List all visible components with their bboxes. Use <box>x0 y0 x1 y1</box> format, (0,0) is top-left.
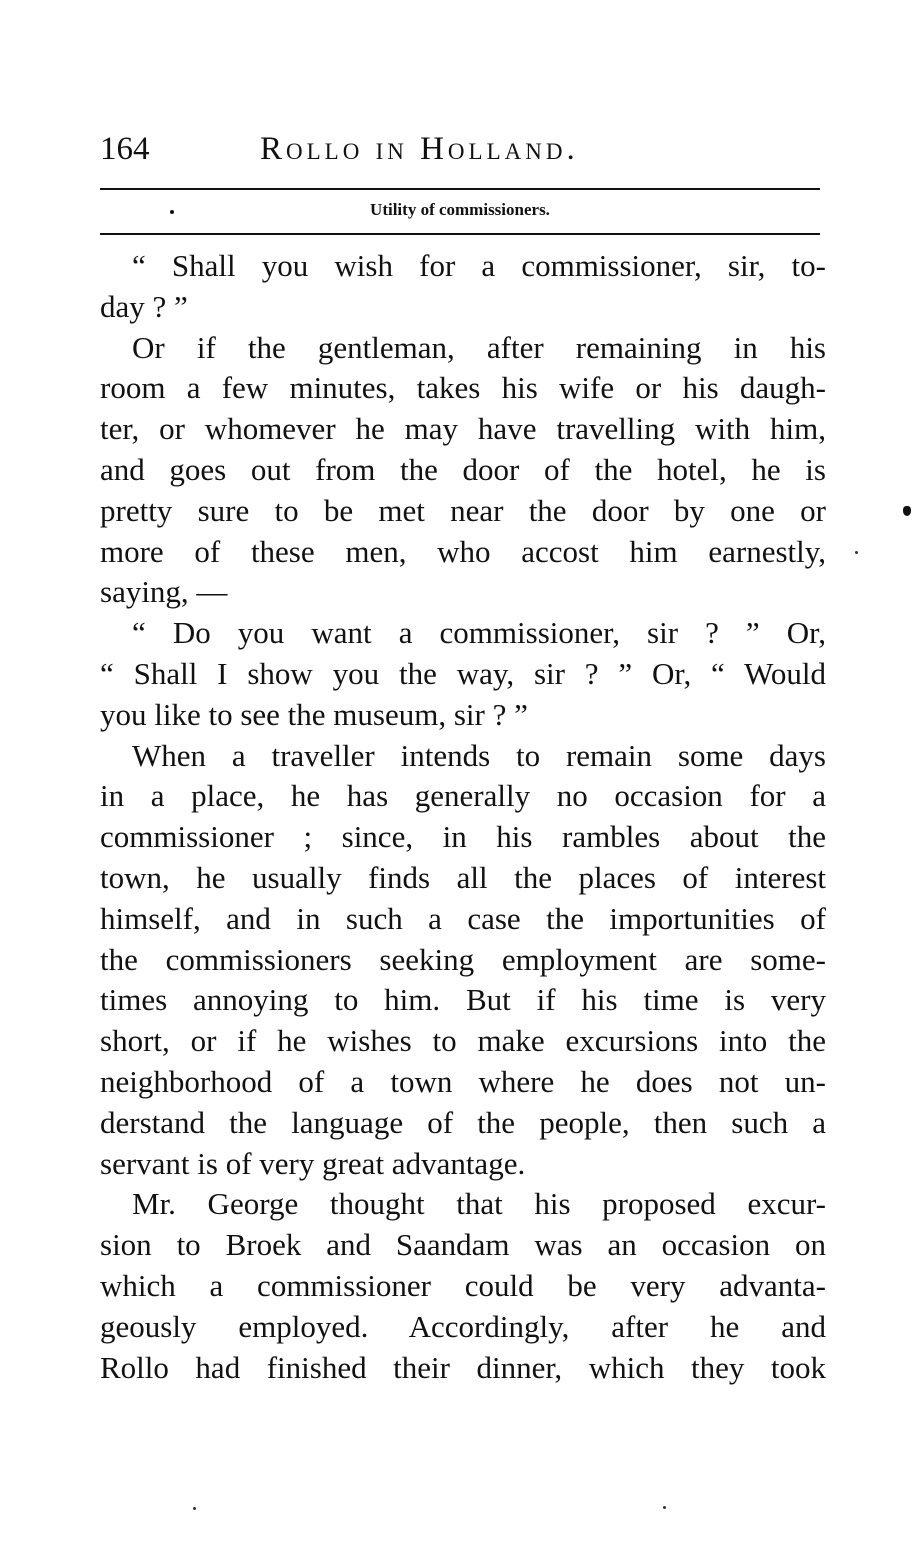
text-line: more of these men, who accost him earnestly, <box>100 533 826 569</box>
ink-speck <box>193 1507 196 1510</box>
text-line: neighborhood of a town where he does not un- <box>100 1063 826 1099</box>
text-line: town, he usually finds all the places of interest <box>100 859 826 895</box>
text-line: Or if the gentleman, after remaining in his <box>132 329 826 365</box>
text-line: “ Do you want a commissioner, sir ? ” Or, <box>132 615 826 651</box>
text-line: servant is of very great advantage. <box>100 1145 526 1181</box>
text-line: sion to Broek and Saandam was an occasion on <box>100 1227 826 1263</box>
text-line: saying, — <box>100 574 228 610</box>
text-line: geously employed. Accordingly, after he and <box>100 1308 826 1344</box>
header-rule-top <box>100 188 820 190</box>
ink-speck <box>663 1506 666 1509</box>
text-line: Mr. George thought that his proposed excur- <box>132 1186 826 1222</box>
text-line: commissioner ; since, in his rambles about the <box>100 819 826 855</box>
text-line: “ Shall I show you the way, sir ? ” Or, “ Would <box>100 655 826 691</box>
text-line: which a commissioner could be very advanta- <box>100 1267 826 1303</box>
text-line: derstand the language of the people, then such a <box>100 1104 826 1140</box>
body-text <box>100 246 826 1388</box>
book-title: Rollo in Holland. <box>260 131 579 167</box>
running-head <box>100 124 825 174</box>
margin-ink-mark <box>903 506 911 516</box>
text-line: in a place, he has generally no occasion for a <box>100 778 826 814</box>
text-line: “ Shall you wish for a commissioner, sir, to- <box>132 248 826 283</box>
ink-speck <box>855 551 858 554</box>
text-line: himself, and in such a case the importunities of <box>100 900 826 936</box>
text-line: short, or if he wishes to make excursions into the <box>100 1023 826 1059</box>
section-heading: Utility of commissioners. <box>370 200 550 219</box>
text-line: ter, or whomever he may have travelling with him, <box>100 411 826 447</box>
text-line: the commissioners seeking employment are some- <box>100 941 826 977</box>
page-number: 164 <box>100 131 150 167</box>
text-line: pretty sure to be met near the door by one or <box>100 492 826 528</box>
text-line: and goes out from the door of the hotel, he is <box>100 451 826 487</box>
text-line: day ? ” <box>100 288 188 324</box>
header-rule-bottom <box>100 233 820 235</box>
text-line: Rollo had finished their dinner, which they took <box>100 1349 826 1385</box>
text-line: times annoying to him. But if his time is very <box>100 982 826 1018</box>
text-line: room a few minutes, takes his wife or his daugh- <box>100 370 826 406</box>
text-line: When a traveller intends to remain some days <box>132 737 826 773</box>
text-line: you like to see the museum, sir ? ” <box>100 696 528 732</box>
